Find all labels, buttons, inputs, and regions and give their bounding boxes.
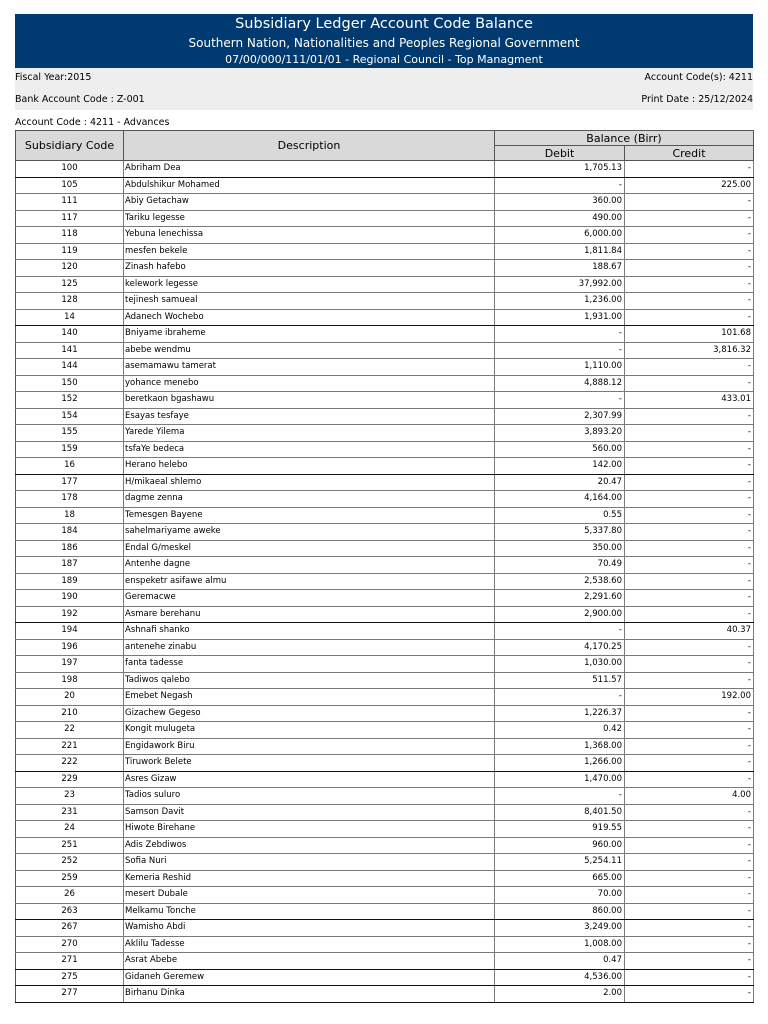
debit-cell: 350.00 bbox=[495, 540, 625, 557]
credit-cell: 40.37 bbox=[625, 623, 754, 640]
ledger-table-body bbox=[16, 161, 754, 1003]
description-cell: yohance menebo bbox=[124, 375, 495, 392]
report-info-bar bbox=[15, 68, 753, 110]
subsidiary-code-cell: 100 bbox=[16, 161, 124, 178]
table-row bbox=[16, 969, 754, 986]
description-cell: Sofia Nuri bbox=[124, 854, 495, 871]
description-cell: Gizachew Gegeso bbox=[124, 705, 495, 722]
credit-cell: - bbox=[625, 474, 754, 491]
table-row bbox=[16, 755, 754, 772]
description-cell: Samson Davit bbox=[124, 804, 495, 821]
subsidiary-code-cell: 105 bbox=[16, 177, 124, 194]
subsidiary-code-cell: 187 bbox=[16, 557, 124, 574]
subsidiary-code-cell: 210 bbox=[16, 705, 124, 722]
organization-name: Southern Nation, Nationalities and Peoples Regional Government bbox=[188, 36, 580, 50]
debit-cell: 37,992.00 bbox=[495, 276, 625, 293]
subsidiary-code-cell: 186 bbox=[16, 540, 124, 557]
subsidiary-code-cell: 178 bbox=[16, 491, 124, 508]
credit-cell: - bbox=[625, 491, 754, 508]
subsidiary-code-cell: 251 bbox=[16, 837, 124, 854]
debit-cell: 0.55 bbox=[495, 507, 625, 524]
subsidiary-code-cell: 125 bbox=[16, 276, 124, 293]
subsidiary-code-cell: 117 bbox=[16, 210, 124, 227]
credit-cell: - bbox=[625, 260, 754, 277]
table-row bbox=[16, 441, 754, 458]
print-date: Print Date : 25/12/2024 bbox=[641, 94, 753, 105]
table-row bbox=[16, 507, 754, 524]
table-row bbox=[16, 573, 754, 590]
table-row bbox=[16, 887, 754, 904]
description-cell: Yarede Yilema bbox=[124, 425, 495, 442]
table-row bbox=[16, 606, 754, 623]
credit-cell: 3,816.32 bbox=[625, 342, 754, 359]
description-cell: Endal G/meskel bbox=[124, 540, 495, 557]
subsidiary-code-cell: 259 bbox=[16, 870, 124, 887]
subsidiary-code-cell: 16 bbox=[16, 458, 124, 475]
ledger-table bbox=[15, 130, 754, 1003]
credit-cell: - bbox=[625, 359, 754, 376]
description-cell: Zinash hafebo bbox=[124, 260, 495, 277]
description-cell: Abdulshikur Mohamed bbox=[124, 177, 495, 194]
credit-cell: - bbox=[625, 540, 754, 557]
credit-cell: 4.00 bbox=[625, 788, 754, 805]
bank-account-code: Bank Account Code : Z-001 bbox=[15, 94, 145, 105]
credit-cell: - bbox=[625, 227, 754, 244]
description-cell: kelework legesse bbox=[124, 276, 495, 293]
credit-cell: 192.00 bbox=[625, 689, 754, 706]
table-row bbox=[16, 639, 754, 656]
description-cell: antenehe zinabu bbox=[124, 639, 495, 656]
credit-cell: - bbox=[625, 573, 754, 590]
credit-cell: - bbox=[625, 458, 754, 475]
credit-cell: - bbox=[625, 821, 754, 838]
description-cell: Wamisho Abdi bbox=[124, 920, 495, 937]
debit-cell: - bbox=[495, 788, 625, 805]
table-row bbox=[16, 920, 754, 937]
account-code-label: Account Code : 4211 - Advances bbox=[15, 117, 170, 128]
debit-cell: - bbox=[495, 392, 625, 409]
debit-cell: 490.00 bbox=[495, 210, 625, 227]
debit-cell: 0.47 bbox=[495, 953, 625, 970]
debit-cell: - bbox=[495, 177, 625, 194]
credit-cell: - bbox=[625, 557, 754, 574]
subsidiary-code-cell: 192 bbox=[16, 606, 124, 623]
debit-cell: 2,900.00 bbox=[495, 606, 625, 623]
credit-cell: - bbox=[625, 309, 754, 326]
debit-cell: 70.00 bbox=[495, 887, 625, 904]
credit-cell: - bbox=[625, 672, 754, 689]
subsidiary-code-cell: 20 bbox=[16, 689, 124, 706]
description-cell: Tiruwork Belete bbox=[124, 755, 495, 772]
description-cell: Temesgen Bayene bbox=[124, 507, 495, 524]
debit-cell: 360.00 bbox=[495, 194, 625, 211]
credit-cell: - bbox=[625, 920, 754, 937]
debit-cell: 20.47 bbox=[495, 474, 625, 491]
subsidiary-code-cell: 231 bbox=[16, 804, 124, 821]
subsidiary-code-cell: 189 bbox=[16, 573, 124, 590]
credit-cell: - bbox=[625, 705, 754, 722]
debit-cell: 1,226.37 bbox=[495, 705, 625, 722]
debit-cell: 1,811.84 bbox=[495, 243, 625, 260]
description-cell: mesfen bekele bbox=[124, 243, 495, 260]
debit-cell: 860.00 bbox=[495, 903, 625, 920]
table-row bbox=[16, 326, 754, 343]
debit-cell: - bbox=[495, 689, 625, 706]
debit-cell: 3,893.20 bbox=[495, 425, 625, 442]
credit-cell: - bbox=[625, 524, 754, 541]
column-header-subsidiary-code: Subsidiary Code bbox=[16, 131, 124, 161]
credit-cell: - bbox=[625, 722, 754, 739]
debit-cell: 919.55 bbox=[495, 821, 625, 838]
credit-cell: - bbox=[625, 293, 754, 310]
subsidiary-code-cell: 150 bbox=[16, 375, 124, 392]
debit-cell: 188.67 bbox=[495, 260, 625, 277]
subsidiary-code-cell: 194 bbox=[16, 623, 124, 640]
table-row bbox=[16, 936, 754, 953]
organization-unit: 07/00/000/111/01/01 - Regional Council - Top Managment bbox=[225, 53, 543, 66]
report-header-banner bbox=[15, 14, 753, 68]
subsidiary-code-cell: 141 bbox=[16, 342, 124, 359]
credit-cell: - bbox=[625, 870, 754, 887]
debit-cell: 70.49 bbox=[495, 557, 625, 574]
debit-cell: 4,888.12 bbox=[495, 375, 625, 392]
subsidiary-code-cell: 229 bbox=[16, 771, 124, 788]
subsidiary-code-cell: 118 bbox=[16, 227, 124, 244]
subsidiary-code-cell: 197 bbox=[16, 656, 124, 673]
description-cell: Engidawork Biru bbox=[124, 738, 495, 755]
debit-cell: 0.42 bbox=[495, 722, 625, 739]
description-cell: tsfaYe bedeca bbox=[124, 441, 495, 458]
debit-cell: 1,705.13 bbox=[495, 161, 625, 178]
description-cell: beretkaon bgashawu bbox=[124, 392, 495, 409]
debit-cell: 2,307.99 bbox=[495, 408, 625, 425]
description-cell: Herano helebo bbox=[124, 458, 495, 475]
table-row bbox=[16, 540, 754, 557]
description-cell: Ashnafi shanko bbox=[124, 623, 495, 640]
debit-cell: 1,236.00 bbox=[495, 293, 625, 310]
table-row bbox=[16, 524, 754, 541]
table-row bbox=[16, 458, 754, 475]
fiscal-year: Fiscal Year:2015 bbox=[15, 72, 92, 83]
debit-cell: 4,536.00 bbox=[495, 969, 625, 986]
debit-cell: - bbox=[495, 326, 625, 343]
column-header-credit: Credit bbox=[625, 146, 754, 161]
description-cell: Abriham Dea bbox=[124, 161, 495, 178]
table-row bbox=[16, 177, 754, 194]
account-codes: Account Code(s): 4211 bbox=[644, 72, 753, 83]
table-row bbox=[16, 359, 754, 376]
credit-cell: - bbox=[625, 210, 754, 227]
credit-cell: 101.68 bbox=[625, 326, 754, 343]
subsidiary-code-cell: 144 bbox=[16, 359, 124, 376]
subsidiary-code-cell: 252 bbox=[16, 854, 124, 871]
description-cell: Yebuna lenechissa bbox=[124, 227, 495, 244]
subsidiary-code-cell: 155 bbox=[16, 425, 124, 442]
credit-cell: - bbox=[625, 161, 754, 178]
description-cell: Bniyame ibraheme bbox=[124, 326, 495, 343]
subsidiary-code-cell: 152 bbox=[16, 392, 124, 409]
credit-cell: - bbox=[625, 837, 754, 854]
description-cell: Antenhe dagne bbox=[124, 557, 495, 574]
subsidiary-code-cell: 24 bbox=[16, 821, 124, 838]
table-row bbox=[16, 243, 754, 260]
table-row bbox=[16, 986, 754, 1003]
description-cell: Tadiwos qalebo bbox=[124, 672, 495, 689]
debit-cell: 1,266.00 bbox=[495, 755, 625, 772]
description-cell: Melkamu Tonche bbox=[124, 903, 495, 920]
table-row bbox=[16, 788, 754, 805]
description-cell: H/mikaeal shlemo bbox=[124, 474, 495, 491]
description-cell: Kemeria Reshid bbox=[124, 870, 495, 887]
table-row bbox=[16, 903, 754, 920]
description-cell: Geremacwe bbox=[124, 590, 495, 607]
subsidiary-code-cell: 22 bbox=[16, 722, 124, 739]
table-row bbox=[16, 623, 754, 640]
table-row bbox=[16, 870, 754, 887]
description-cell: abebe wendmu bbox=[124, 342, 495, 359]
subsidiary-code-cell: 23 bbox=[16, 788, 124, 805]
table-row bbox=[16, 557, 754, 574]
description-cell: mesert Dubale bbox=[124, 887, 495, 904]
column-header-debit: Debit bbox=[495, 146, 625, 161]
subsidiary-code-cell: 270 bbox=[16, 936, 124, 953]
debit-cell: - bbox=[495, 623, 625, 640]
debit-cell: 511.57 bbox=[495, 672, 625, 689]
description-cell: Hiwote Birehane bbox=[124, 821, 495, 838]
credit-cell: - bbox=[625, 590, 754, 607]
table-row bbox=[16, 722, 754, 739]
debit-cell: 1,030.00 bbox=[495, 656, 625, 673]
description-cell: Emebet Negash bbox=[124, 689, 495, 706]
description-cell: Tariku legesse bbox=[124, 210, 495, 227]
table-row bbox=[16, 276, 754, 293]
table-row bbox=[16, 260, 754, 277]
table-row bbox=[16, 854, 754, 871]
description-cell: Birhanu Dinka bbox=[124, 986, 495, 1003]
table-row bbox=[16, 293, 754, 310]
table-row bbox=[16, 342, 754, 359]
report-title: Subsidiary Ledger Account Code Balance bbox=[235, 16, 533, 32]
debit-cell: 2.00 bbox=[495, 986, 625, 1003]
debit-cell: 6,000.00 bbox=[495, 227, 625, 244]
column-header-description: Description bbox=[124, 131, 495, 161]
subsidiary-code-cell: 222 bbox=[16, 755, 124, 772]
subsidiary-code-cell: 263 bbox=[16, 903, 124, 920]
debit-cell: 1,110.00 bbox=[495, 359, 625, 376]
description-cell: sahelmariyame aweke bbox=[124, 524, 495, 541]
debit-cell: 3,249.00 bbox=[495, 920, 625, 937]
credit-cell: - bbox=[625, 375, 754, 392]
table-row bbox=[16, 425, 754, 442]
table-row bbox=[16, 210, 754, 227]
description-cell: Kongit mulugeta bbox=[124, 722, 495, 739]
credit-cell: - bbox=[625, 656, 754, 673]
credit-cell: - bbox=[625, 276, 754, 293]
credit-cell: - bbox=[625, 606, 754, 623]
debit-cell: 4,170.25 bbox=[495, 639, 625, 656]
debit-cell: 560.00 bbox=[495, 441, 625, 458]
credit-cell: - bbox=[625, 507, 754, 524]
debit-cell: 142.00 bbox=[495, 458, 625, 475]
credit-cell: - bbox=[625, 738, 754, 755]
subsidiary-code-cell: 14 bbox=[16, 309, 124, 326]
subsidiary-code-cell: 140 bbox=[16, 326, 124, 343]
description-cell: fanta tadesse bbox=[124, 656, 495, 673]
debit-cell: 1,368.00 bbox=[495, 738, 625, 755]
credit-cell: - bbox=[625, 969, 754, 986]
table-row bbox=[16, 161, 754, 178]
subsidiary-code-cell: 119 bbox=[16, 243, 124, 260]
table-row bbox=[16, 474, 754, 491]
credit-cell: 225.00 bbox=[625, 177, 754, 194]
debit-cell: 2,291.60 bbox=[495, 590, 625, 607]
credit-cell: - bbox=[625, 755, 754, 772]
debit-cell: 1,470.00 bbox=[495, 771, 625, 788]
table-row bbox=[16, 689, 754, 706]
column-header-balance: Balance (Birr) bbox=[495, 131, 754, 146]
table-row bbox=[16, 375, 754, 392]
debit-cell: 2,538.60 bbox=[495, 573, 625, 590]
table-row bbox=[16, 309, 754, 326]
description-cell: dagme zenna bbox=[124, 491, 495, 508]
description-cell: Adis Zebdiwos bbox=[124, 837, 495, 854]
description-cell: Adanech Wochebo bbox=[124, 309, 495, 326]
credit-cell: - bbox=[625, 986, 754, 1003]
debit-cell: 665.00 bbox=[495, 870, 625, 887]
subsidiary-code-cell: 275 bbox=[16, 969, 124, 986]
table-row bbox=[16, 837, 754, 854]
credit-cell: - bbox=[625, 408, 754, 425]
description-cell: Tadios suluro bbox=[124, 788, 495, 805]
description-cell: Gidaneh Geremew bbox=[124, 969, 495, 986]
debit-cell: 4,164.00 bbox=[495, 491, 625, 508]
subsidiary-code-cell: 18 bbox=[16, 507, 124, 524]
subsidiary-code-cell: 198 bbox=[16, 672, 124, 689]
description-cell: Esayas tesfaye bbox=[124, 408, 495, 425]
debit-cell: 960.00 bbox=[495, 837, 625, 854]
table-row bbox=[16, 227, 754, 244]
description-cell: Asmare berehanu bbox=[124, 606, 495, 623]
credit-cell: - bbox=[625, 194, 754, 211]
debit-cell: 5,337.80 bbox=[495, 524, 625, 541]
debit-cell: 1,931.00 bbox=[495, 309, 625, 326]
table-row bbox=[16, 408, 754, 425]
subsidiary-code-cell: 221 bbox=[16, 738, 124, 755]
credit-cell: - bbox=[625, 425, 754, 442]
table-row bbox=[16, 656, 754, 673]
description-cell: enspeketr asifawe almu bbox=[124, 573, 495, 590]
subsidiary-code-cell: 196 bbox=[16, 639, 124, 656]
subsidiary-code-cell: 184 bbox=[16, 524, 124, 541]
subsidiary-code-cell: 277 bbox=[16, 986, 124, 1003]
description-cell: tejinesh samueal bbox=[124, 293, 495, 310]
table-row bbox=[16, 771, 754, 788]
subsidiary-code-cell: 177 bbox=[16, 474, 124, 491]
table-row bbox=[16, 705, 754, 722]
subsidiary-code-cell: 267 bbox=[16, 920, 124, 937]
table-row bbox=[16, 821, 754, 838]
description-cell: Abiy Getachaw bbox=[124, 194, 495, 211]
table-row bbox=[16, 738, 754, 755]
credit-cell: - bbox=[625, 854, 754, 871]
credit-cell: - bbox=[625, 953, 754, 970]
debit-cell: 5,254.11 bbox=[495, 854, 625, 871]
credit-cell: - bbox=[625, 441, 754, 458]
credit-cell: - bbox=[625, 771, 754, 788]
credit-cell: - bbox=[625, 804, 754, 821]
credit-cell: - bbox=[625, 903, 754, 920]
debit-cell: - bbox=[495, 342, 625, 359]
credit-cell: 433.01 bbox=[625, 392, 754, 409]
debit-cell: 1,008.00 bbox=[495, 936, 625, 953]
credit-cell: - bbox=[625, 639, 754, 656]
table-row bbox=[16, 590, 754, 607]
subsidiary-code-cell: 271 bbox=[16, 953, 124, 970]
subsidiary-code-cell: 26 bbox=[16, 887, 124, 904]
table-row bbox=[16, 804, 754, 821]
table-row bbox=[16, 491, 754, 508]
credit-cell: - bbox=[625, 936, 754, 953]
description-cell: Asrat Abebe bbox=[124, 953, 495, 970]
subsidiary-code-cell: 154 bbox=[16, 408, 124, 425]
table-row bbox=[16, 194, 754, 211]
subsidiary-code-cell: 111 bbox=[16, 194, 124, 211]
subsidiary-code-cell: 159 bbox=[16, 441, 124, 458]
description-cell: Asres Gizaw bbox=[124, 771, 495, 788]
subsidiary-code-cell: 120 bbox=[16, 260, 124, 277]
credit-cell: - bbox=[625, 243, 754, 260]
debit-cell: 8,401.50 bbox=[495, 804, 625, 821]
subsidiary-code-cell: 128 bbox=[16, 293, 124, 310]
table-row bbox=[16, 953, 754, 970]
table-row bbox=[16, 672, 754, 689]
credit-cell: - bbox=[625, 887, 754, 904]
table-row bbox=[16, 392, 754, 409]
subsidiary-code-cell: 190 bbox=[16, 590, 124, 607]
description-cell: asemamawu tamerat bbox=[124, 359, 495, 376]
description-cell: Aklilu Tadesse bbox=[124, 936, 495, 953]
